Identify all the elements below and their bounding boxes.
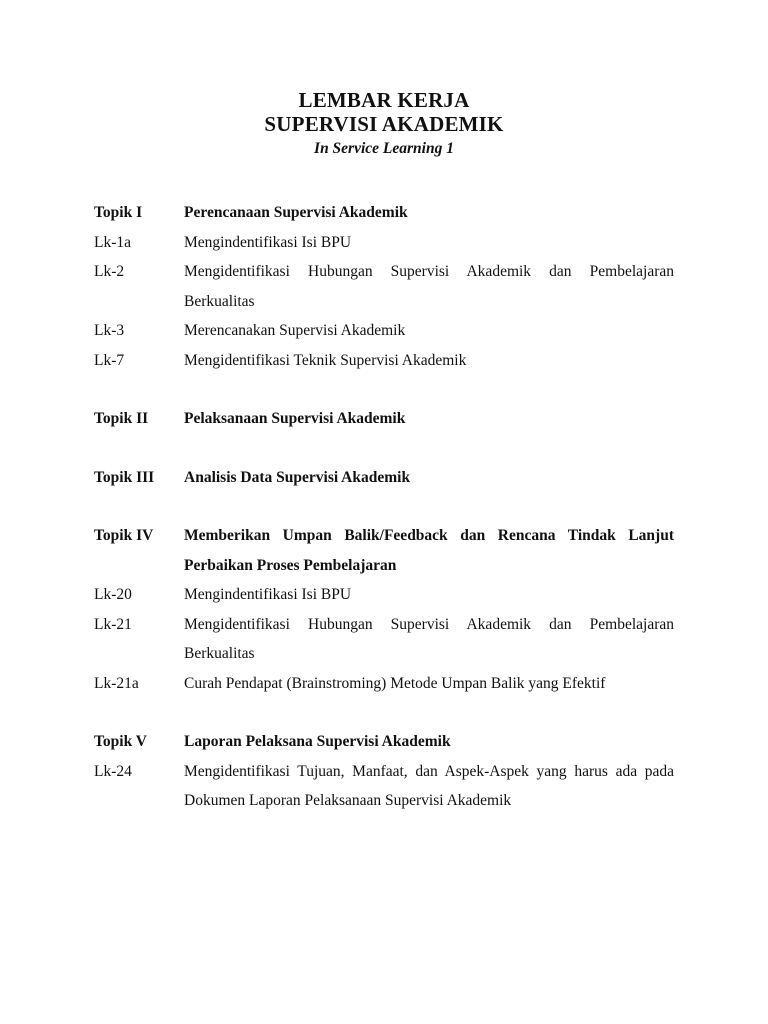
topic-title: Pelaksanaan Supervisi Akademik bbox=[184, 410, 406, 427]
worksheet-text: Curah Pendapat (Brainstroming) Metode Umpan Balik yang Efektif bbox=[184, 674, 606, 692]
worksheet-code: Lk-3 bbox=[94, 322, 125, 339]
worksheet-text: Mengidentifikasi Hubungan Supervisi Akademik dan Pembelajaran Berkualitas bbox=[184, 263, 674, 310]
worksheet-text: Merencanakan Supervisi Akademik bbox=[184, 322, 406, 339]
topic-row bbox=[94, 404, 674, 434]
worksheet-code: Lk-2 bbox=[94, 263, 125, 280]
topic-section-4 bbox=[94, 521, 674, 698]
worksheet-code: Lk-7 bbox=[94, 351, 125, 369]
topic-row bbox=[94, 727, 674, 757]
worksheet-row bbox=[94, 228, 674, 258]
worksheet-row bbox=[94, 757, 674, 816]
topic-label: Topik I bbox=[94, 204, 143, 221]
worksheet-text: Mengidentifikasi Tujuan, Manfaat, dan Aspek-Aspek yang harus ada pada Dokumen Laporan Pelaksanaan Supervisi Akademik bbox=[184, 762, 674, 809]
topic-row bbox=[94, 198, 674, 228]
topic-title: Laporan Pelaksana Supervisi Akademik bbox=[184, 733, 451, 750]
worksheet-text: Mengidentifikasi Hubungan Supervisi Akademik dan Pembelajaran Berkualitas bbox=[184, 615, 674, 662]
topic-section-1 bbox=[94, 198, 674, 375]
title-line-2: SUPERVISI AKADEMIK bbox=[264, 112, 504, 136]
worksheet-code: Lk-1a bbox=[94, 233, 132, 251]
topic-label: Topik III bbox=[94, 468, 155, 486]
topic-list bbox=[94, 198, 674, 816]
topic-row bbox=[94, 521, 674, 580]
worksheet-code: Lk-21 bbox=[94, 615, 132, 633]
title-line-1: LEMBAR KERJA bbox=[298, 88, 470, 112]
worksheet-row bbox=[94, 257, 674, 316]
topic-label: Topik II bbox=[94, 410, 149, 427]
worksheet-row bbox=[94, 316, 674, 346]
worksheet-row bbox=[94, 580, 674, 610]
topic-title: Memberikan Umpan Balik/Feedback dan Rencana Tindak Lanjut Perbaikan Proses Pembelajaran bbox=[184, 527, 674, 574]
worksheet-code: Lk-20 bbox=[94, 586, 132, 603]
document-header bbox=[94, 88, 674, 160]
topic-row bbox=[94, 463, 674, 493]
topic-section-2 bbox=[94, 404, 674, 434]
worksheet-text: Mengidentifikasi Teknik Supervisi Akademik bbox=[184, 351, 467, 369]
worksheet-row bbox=[94, 669, 674, 699]
worksheet-row bbox=[94, 610, 674, 669]
worksheet-text: Mengindentifikasi Isi BPU bbox=[184, 233, 352, 251]
topic-title: Analisis Data Supervisi Akademik bbox=[184, 468, 411, 486]
topic-title: Perencanaan Supervisi Akademik bbox=[184, 204, 408, 221]
worksheet-text: Mengindentifikasi Isi BPU bbox=[184, 586, 352, 603]
topic-label: Topik IV bbox=[94, 527, 154, 544]
topic-section-5 bbox=[94, 727, 674, 816]
topic-label: Topik V bbox=[94, 733, 148, 750]
worksheet-code: Lk-24 bbox=[94, 762, 132, 780]
subtitle: In Service Learning 1 bbox=[314, 140, 454, 157]
worksheet-row bbox=[94, 346, 674, 376]
topic-section-3 bbox=[94, 463, 674, 493]
worksheet-code: Lk-21a bbox=[94, 674, 139, 692]
